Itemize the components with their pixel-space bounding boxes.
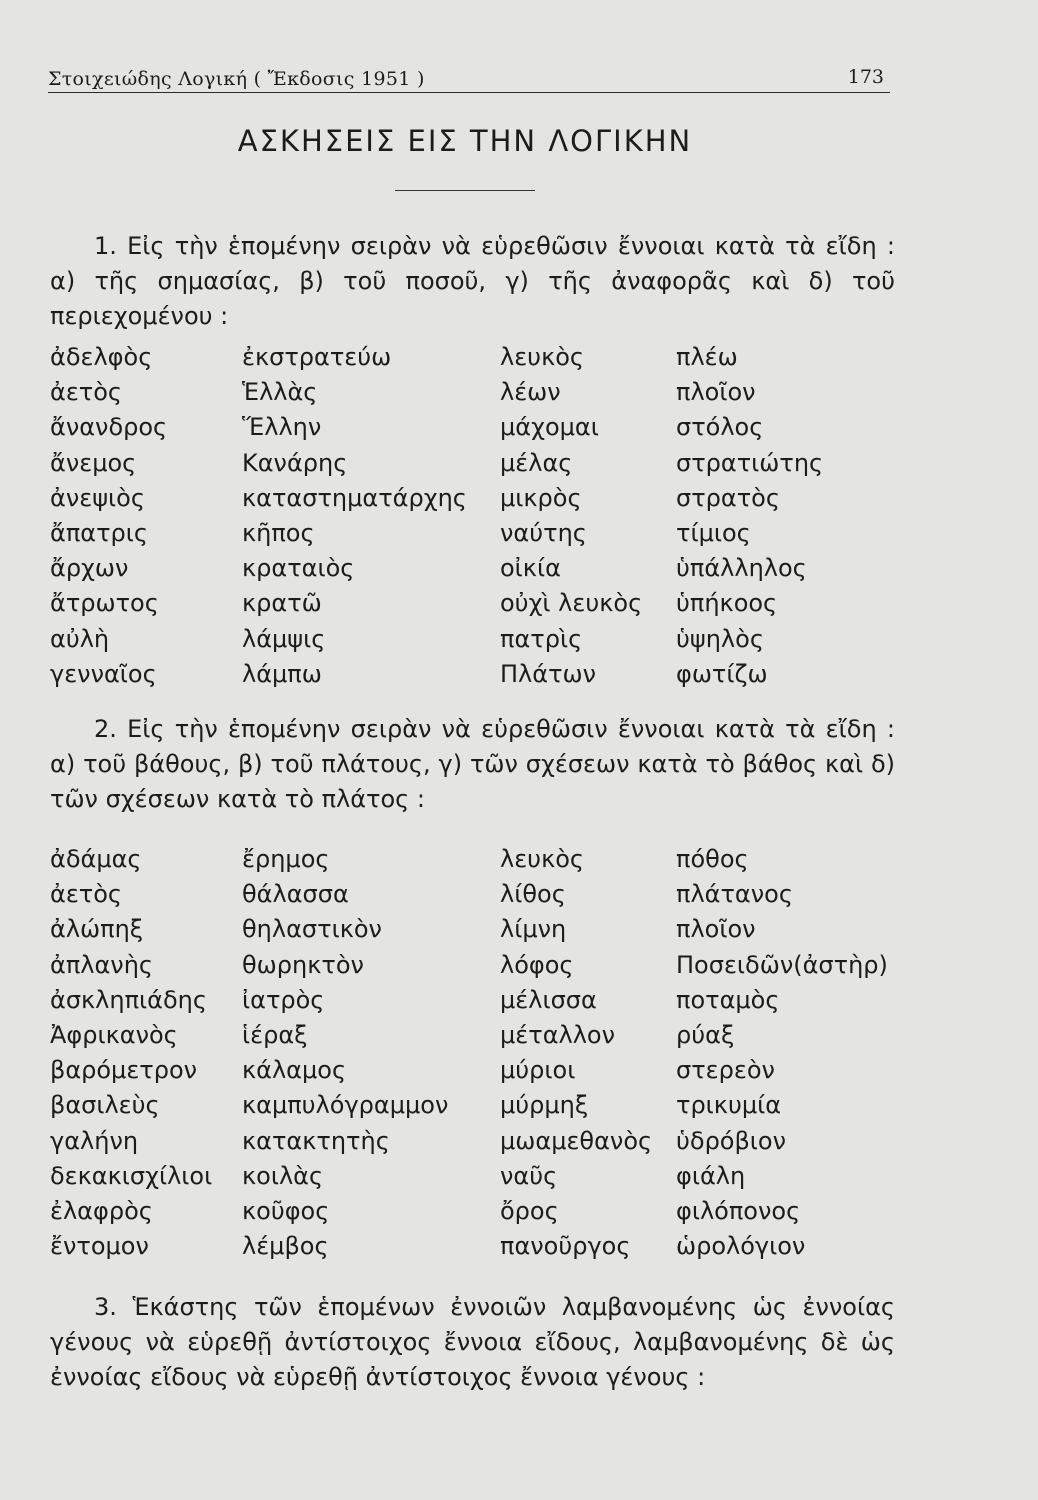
word: ἄρχων [50, 554, 129, 583]
word: πλέω [676, 343, 738, 371]
word: λίθος [500, 880, 566, 909]
word: λέων [500, 378, 561, 407]
word: καμπυλόγραμμον [242, 1091, 449, 1120]
word: καταστηματάρχης [242, 483, 467, 512]
word: βαρόμετρον [50, 1056, 198, 1085]
wordlist-column [676, 842, 888, 1264]
exercise-3-number: 3. [94, 1293, 117, 1321]
word: φιλόπονος [676, 1196, 801, 1225]
word: πατρὶς [500, 624, 583, 653]
wordlist-column [50, 340, 167, 692]
chapter-title: ΑΣΚΗΣΕΙΣ ΕΙΣ ΤΗΝ ΛΟΓΙΚΗΝ [237, 124, 693, 158]
page-number: 173 [847, 66, 884, 88]
word: κοιλὰς [242, 1161, 324, 1190]
word: Κανάρης [242, 448, 348, 477]
word: λάμπω [242, 659, 322, 688]
word: κῆπος [242, 518, 315, 547]
exercise-1-number: 1. [94, 232, 117, 260]
word: λόφος [500, 950, 574, 979]
word: ὄρος [500, 1196, 559, 1225]
word: ἀδάμας [50, 845, 142, 873]
exercise-2-body: Εἰς τὴν ἑπομένην σειρὰν νὰ εὑρεθῶσιν ἔννοιαι κατὰ τὰ εἴδη : α) τοῦ βάθους, β) τοῦ πλάτους, γ) τῶν σχέσεων κατὰ τὸ βάθος καὶ δ) τῶν σχέσεων κατὰ τὸ πλάτος : [50, 715, 895, 813]
wordlist-column [500, 340, 642, 692]
word: ἐκστρατεύω [242, 343, 392, 371]
word: ἐλαφρὸς [50, 1196, 153, 1225]
word: κοῦφος [242, 1196, 330, 1225]
word: γενναῖος [50, 659, 157, 688]
word: πανοῦργος [500, 1232, 631, 1261]
word: λευκὸς [500, 845, 584, 873]
word: πλοῖον [676, 915, 756, 944]
word: ἀετὸς [50, 378, 123, 407]
word: ὑδρόβιον [676, 1126, 787, 1155]
word: μύρμηξ [500, 1091, 589, 1120]
exercise-3-body: Ἑκάστης τῶν ἑπομένων ἐννοιῶν λαμβανομένης ὡς ἐννοίας γένους νὰ εὑρεθῇ ἀντίστοιχος ἔννοια εἴδους, λαμβανομένης δὲ ὡς ἐννοίας εἴδους νὰ εὑρεθῇ ἀντίστοιχος ἔννοια γένους : [50, 1293, 895, 1391]
word: ρύαξ [676, 1020, 735, 1049]
word: ἀλώπηξ [50, 915, 144, 944]
wordlist-column [500, 842, 652, 1264]
word: ἔντομον [50, 1232, 149, 1261]
word: θωρηκτὸν [242, 950, 364, 979]
exercise-1-text [50, 229, 895, 334]
exercise-3-text [50, 1290, 895, 1395]
word: ὡρολόγιον [676, 1232, 806, 1261]
word: ἄτρωτος [50, 589, 159, 618]
word: στρατὸς [676, 483, 780, 512]
word: ἄνεμος [50, 448, 137, 477]
word: πλοῖον [676, 378, 756, 407]
wordlist-column [50, 842, 212, 1264]
word: οἰκία [500, 554, 561, 583]
word: ὑπάλληλος [676, 554, 807, 583]
word: ἔρημος [242, 845, 330, 873]
word: λίμνη [500, 915, 567, 944]
word: οὐχὶ λευκὸς [500, 589, 643, 618]
word: κραταιὸς [242, 554, 355, 583]
word: ὑψηλὸς [676, 624, 764, 653]
word: πόθος [676, 845, 749, 873]
word: θάλασσα [242, 880, 349, 909]
word: λευκὸς [500, 343, 584, 371]
word: ἱέραξ [242, 1020, 308, 1049]
word: μέλας [500, 448, 573, 477]
word: Ἑλλὰς [242, 378, 318, 407]
word: στόλος [676, 413, 764, 442]
word: τίμιος [676, 518, 751, 547]
word: κάλαμος [242, 1056, 347, 1085]
word: ὑπήκοος [676, 589, 778, 618]
title-divider [395, 190, 535, 191]
running-header [48, 58, 890, 93]
word: ἀνεψιὸς [50, 483, 145, 512]
word: ἄνανδρος [50, 413, 168, 442]
exercise-2-text [50, 712, 895, 817]
word: ἀδελφὸς [50, 343, 153, 371]
word: ποταμὸς [676, 985, 780, 1014]
word: μύριοι [500, 1056, 576, 1085]
wordlist-column [676, 340, 823, 692]
word: μωαμεθανὸς [500, 1126, 653, 1155]
exercise-2-number: 2. [94, 715, 117, 743]
word: φιάλη [676, 1161, 746, 1190]
word: ἀσκληπιάδης [50, 985, 207, 1014]
word: λάμψις [242, 624, 326, 653]
word: κρατῶ [242, 589, 322, 618]
word: φωτίζω [676, 659, 768, 688]
word: ναύτης [500, 518, 587, 547]
word: μικρὸς [500, 483, 582, 512]
wordlist-column [242, 842, 448, 1264]
word: αὐλὴ [50, 624, 110, 653]
word: ἀπλανὴς [50, 950, 153, 979]
word: πλάτανος [676, 880, 793, 909]
word: Πλάτων [500, 659, 597, 688]
word: λέμβος [242, 1232, 329, 1261]
word: κατακτητὴς [242, 1126, 390, 1155]
word: ἄπατρις [50, 518, 148, 547]
word: βασιλεὺς [50, 1091, 160, 1120]
word: Ἀφρικανὸς [50, 1020, 178, 1049]
word: ἀετὸς [50, 880, 123, 909]
word: γαλήνη [50, 1126, 139, 1155]
word: Ἕλλην [242, 413, 322, 442]
word: μάχομαι [500, 413, 599, 442]
wordlist-column [242, 340, 467, 692]
exercise-1-body: Εἰς τὴν ἑπομένην σειρὰν νὰ εὑρεθῶσιν ἔννοιαι κατὰ τὰ εἴδη : α) τῆς σημασίας, β) τοῦ ποσοῦ, γ) τῆς ἀναφορᾶς καὶ δ) τοῦ περιεχομένου : [50, 232, 895, 330]
word: ναῦς [500, 1161, 558, 1190]
word: δεκακισχίλιοι [50, 1161, 213, 1190]
word: Ποσειδῶν(ἀστὴρ) [676, 950, 888, 979]
word: ἰατρὸς [242, 985, 325, 1014]
word: μέλισσα [500, 985, 597, 1014]
word: στρατιώτης [676, 448, 824, 477]
word: θηλαστικὸν [242, 915, 382, 944]
word: τρικυμία [676, 1091, 782, 1120]
word: μέταλλον [500, 1020, 616, 1049]
header-title: Στοιχειώδης Λογική ( Ἔκδοσις 1951 ) [48, 68, 425, 90]
word: στερεὸν [676, 1056, 775, 1085]
